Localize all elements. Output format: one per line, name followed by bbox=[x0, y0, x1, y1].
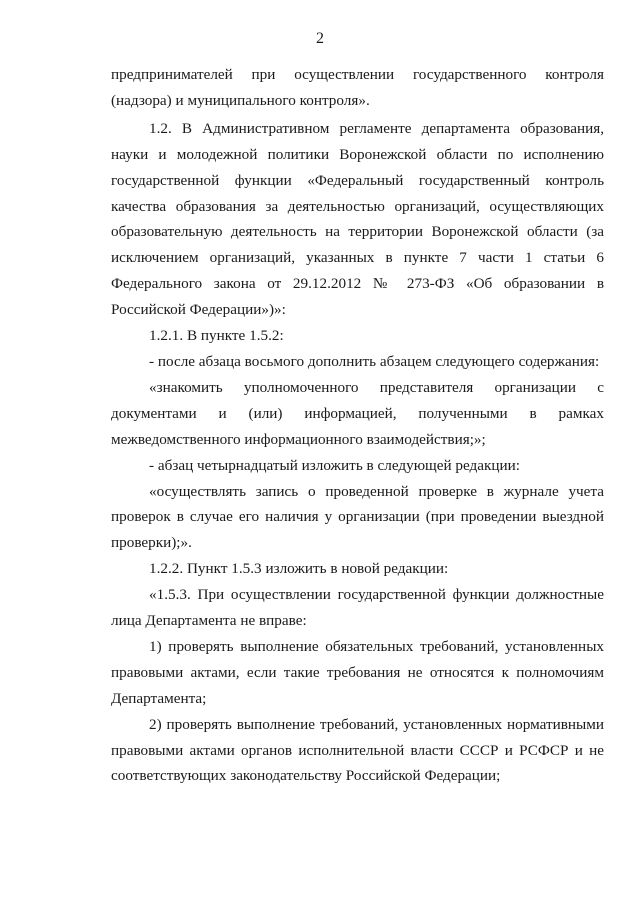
paragraph-list-item-1: 1) проверять выполнение обязательных требований, установленных правовыми актами, если такие требования не относятся к полномочиям Департамента; bbox=[111, 637, 604, 707]
paragraph-continuation: предпринимателей при осуществлении государственного контроля (надзора) и муниципального контроля». bbox=[111, 66, 604, 109]
paragraph-amendment-1: - после абзаца восьмого дополнить абзацем следующего содержания: bbox=[149, 352, 600, 370]
paragraph-item-1-2-1: 1.2.1. В пункте 1.5.2: bbox=[149, 327, 284, 345]
paragraph-quote-1: «знакомить уполномоченного представителя организации с документами и (или) информацией, полученными в рамках межведомственного информационного взаимодействия;»; bbox=[111, 378, 604, 448]
document-body bbox=[111, 62, 604, 789]
paragraph-item-1-2-2: 1.2.2. Пункт 1.5.3 изложить в новой редакции: bbox=[149, 560, 449, 578]
paragraph-amendment-2: - абзац четырнадцатый изложить в следующей редакции: bbox=[149, 456, 520, 474]
paragraph-item-1-5-3: «1.5.3. При осуществлении государственной функции должностные лица Департамента не вправе: bbox=[111, 586, 604, 630]
paragraph-list-item-2: 2) проверять выполнение требований, установленных нормативными правовыми актами органов исполнительной власти СССР и РСФСР и не соответствующих законодательству Российской Федерации; bbox=[111, 715, 604, 785]
page-number: 2 bbox=[316, 30, 324, 47]
paragraph-quote-2: «осуществлять запись о проведенной проверке в журнале учета проверок в случае его наличия у организации (при проведении выездной проверки);». bbox=[111, 482, 604, 552]
paragraph-item-1-2: 1.2. В Административном регламенте департамента образования, науки и молодежной политики Воронежской области по исполнению государственной функции «Федеральный государственный контроль качества образования за деятельностью организаций, осуществляющих образовательную деятельность на территории Воронежской области (за исключением организаций, указанных в пункте 7 части 1 статьи 6 Федерального закона от 29.12.2012 № 273-ФЗ «Об образовании в Российской Федерации»)»: bbox=[111, 119, 604, 319]
